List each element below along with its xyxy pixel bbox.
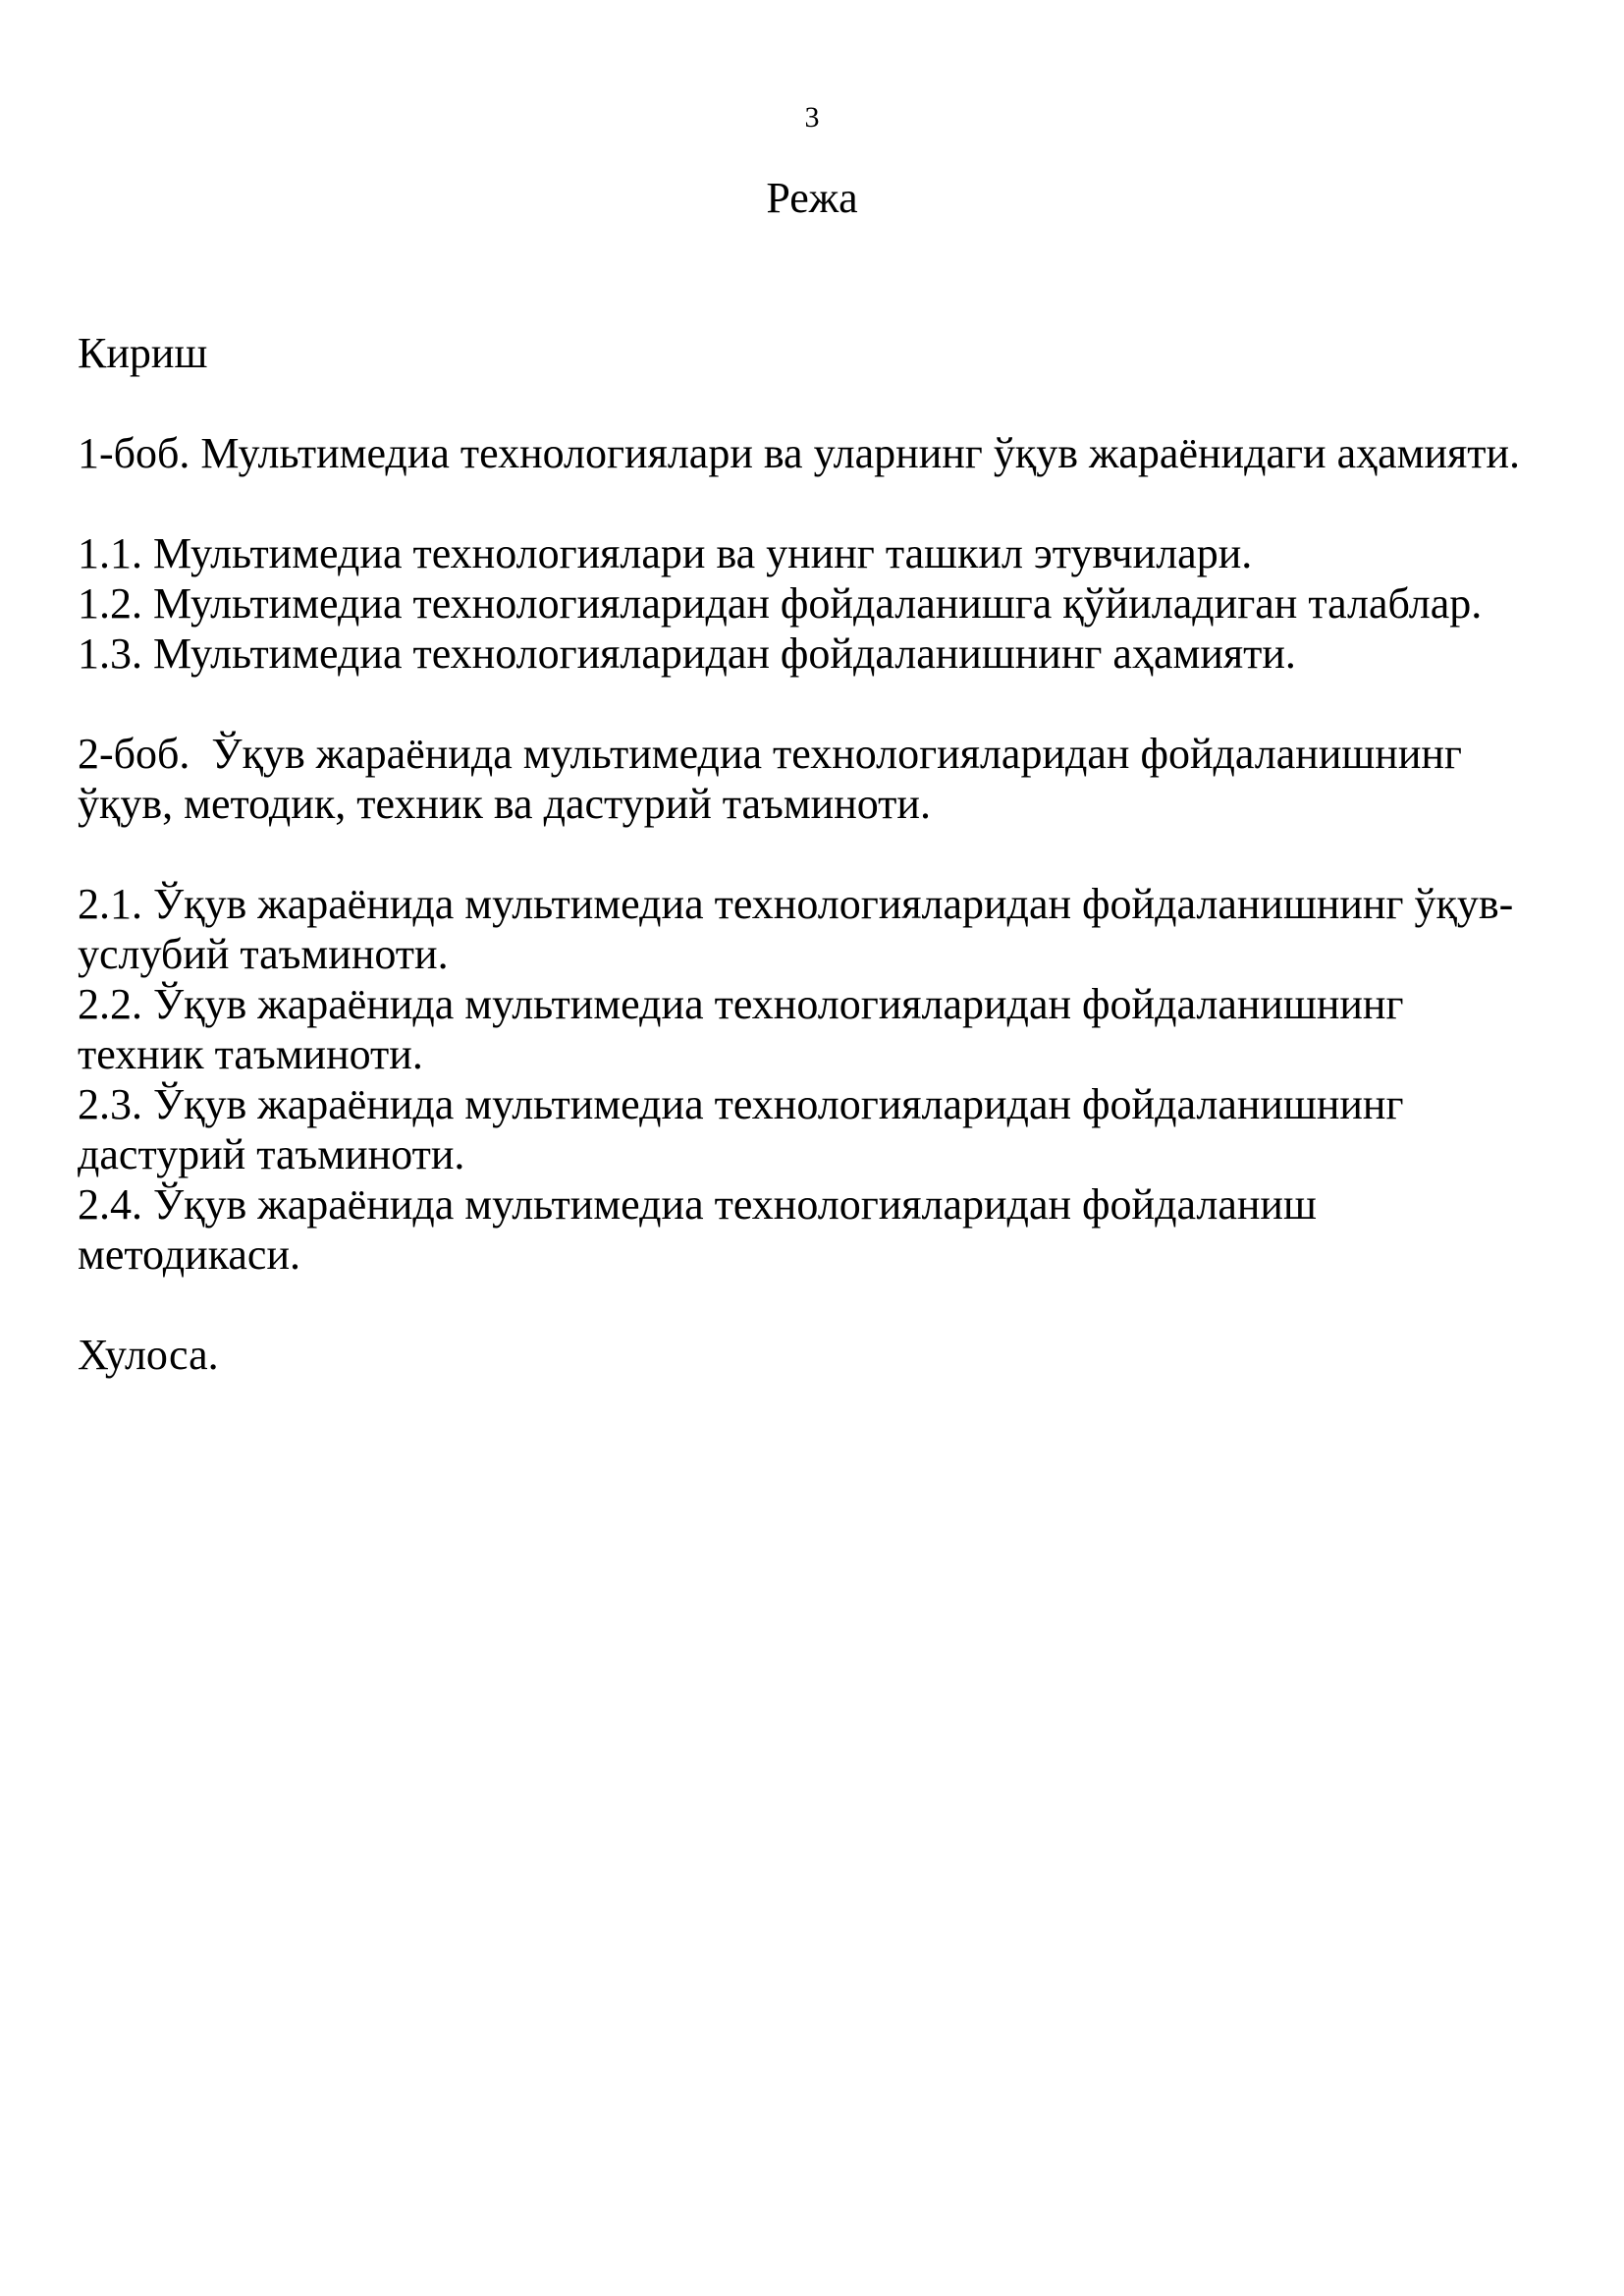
toc-section-1-2: 1.2. Мультимедиа технологияларидан фойдаланишга қўйиладиган талаблар. — [78, 579, 1483, 628]
toc-conclusion: Хулоса. — [78, 1331, 219, 1379]
toc-intro: Кириш — [78, 329, 208, 377]
toc-section-2-3-line-1: 2.3. Ўқув жараёнида мультимедиа технологияларидан фойдаланишнинг — [78, 1080, 1404, 1128]
page-number: 3 — [804, 101, 820, 134]
toc-section-1-3: 1.3. Мультимедиа технологияларидан фойдаланишнинг аҳамияти. — [78, 629, 1296, 678]
toc-section-1-1: 1.1. Мультимедиа технологиялари ва унинг ташкил этувчилари. — [78, 529, 1253, 577]
toc-section-2-1-line-1: 2.1. Ўқув жараёнида мультимедиа технологияларидан фойдаланишнинг ўқув- — [78, 880, 1514, 928]
table-of-contents — [78, 328, 1570, 1380]
page-title: Режа — [766, 174, 858, 222]
toc-section-2-2-line-2: техник таъминоти. — [78, 1030, 423, 1078]
toc-section-2-1-line-2: услубий таъминоти. — [78, 930, 449, 978]
toc-chapter-1: 1-боб. Мультимедиа технологиялари ва уларнинг ўқув жараёнидаги аҳамияти. — [78, 429, 1521, 477]
toc-section-2-3-line-2: дастурий таъминоти. — [78, 1130, 465, 1178]
toc-chapter-2-line-1: 2-боб. Ўқув жараёнида мультимедиа технологияларидан фойдаланишнинг — [78, 730, 1462, 778]
toc-section-2-4-line-1: 2.4. Ўқув жараёнида мультимедиа технологияларидан фойдаланиш — [78, 1180, 1317, 1229]
toc-section-2-2-line-1: 2.2. Ўқув жараёнида мультимедиа технологияларидан фойдаланишнинг — [78, 980, 1404, 1028]
toc-section-2-4-line-2: методикаси. — [78, 1230, 301, 1279]
toc-chapter-2-line-2: ўқув, методик, техник ва дастурий таъминоти. — [78, 780, 931, 828]
